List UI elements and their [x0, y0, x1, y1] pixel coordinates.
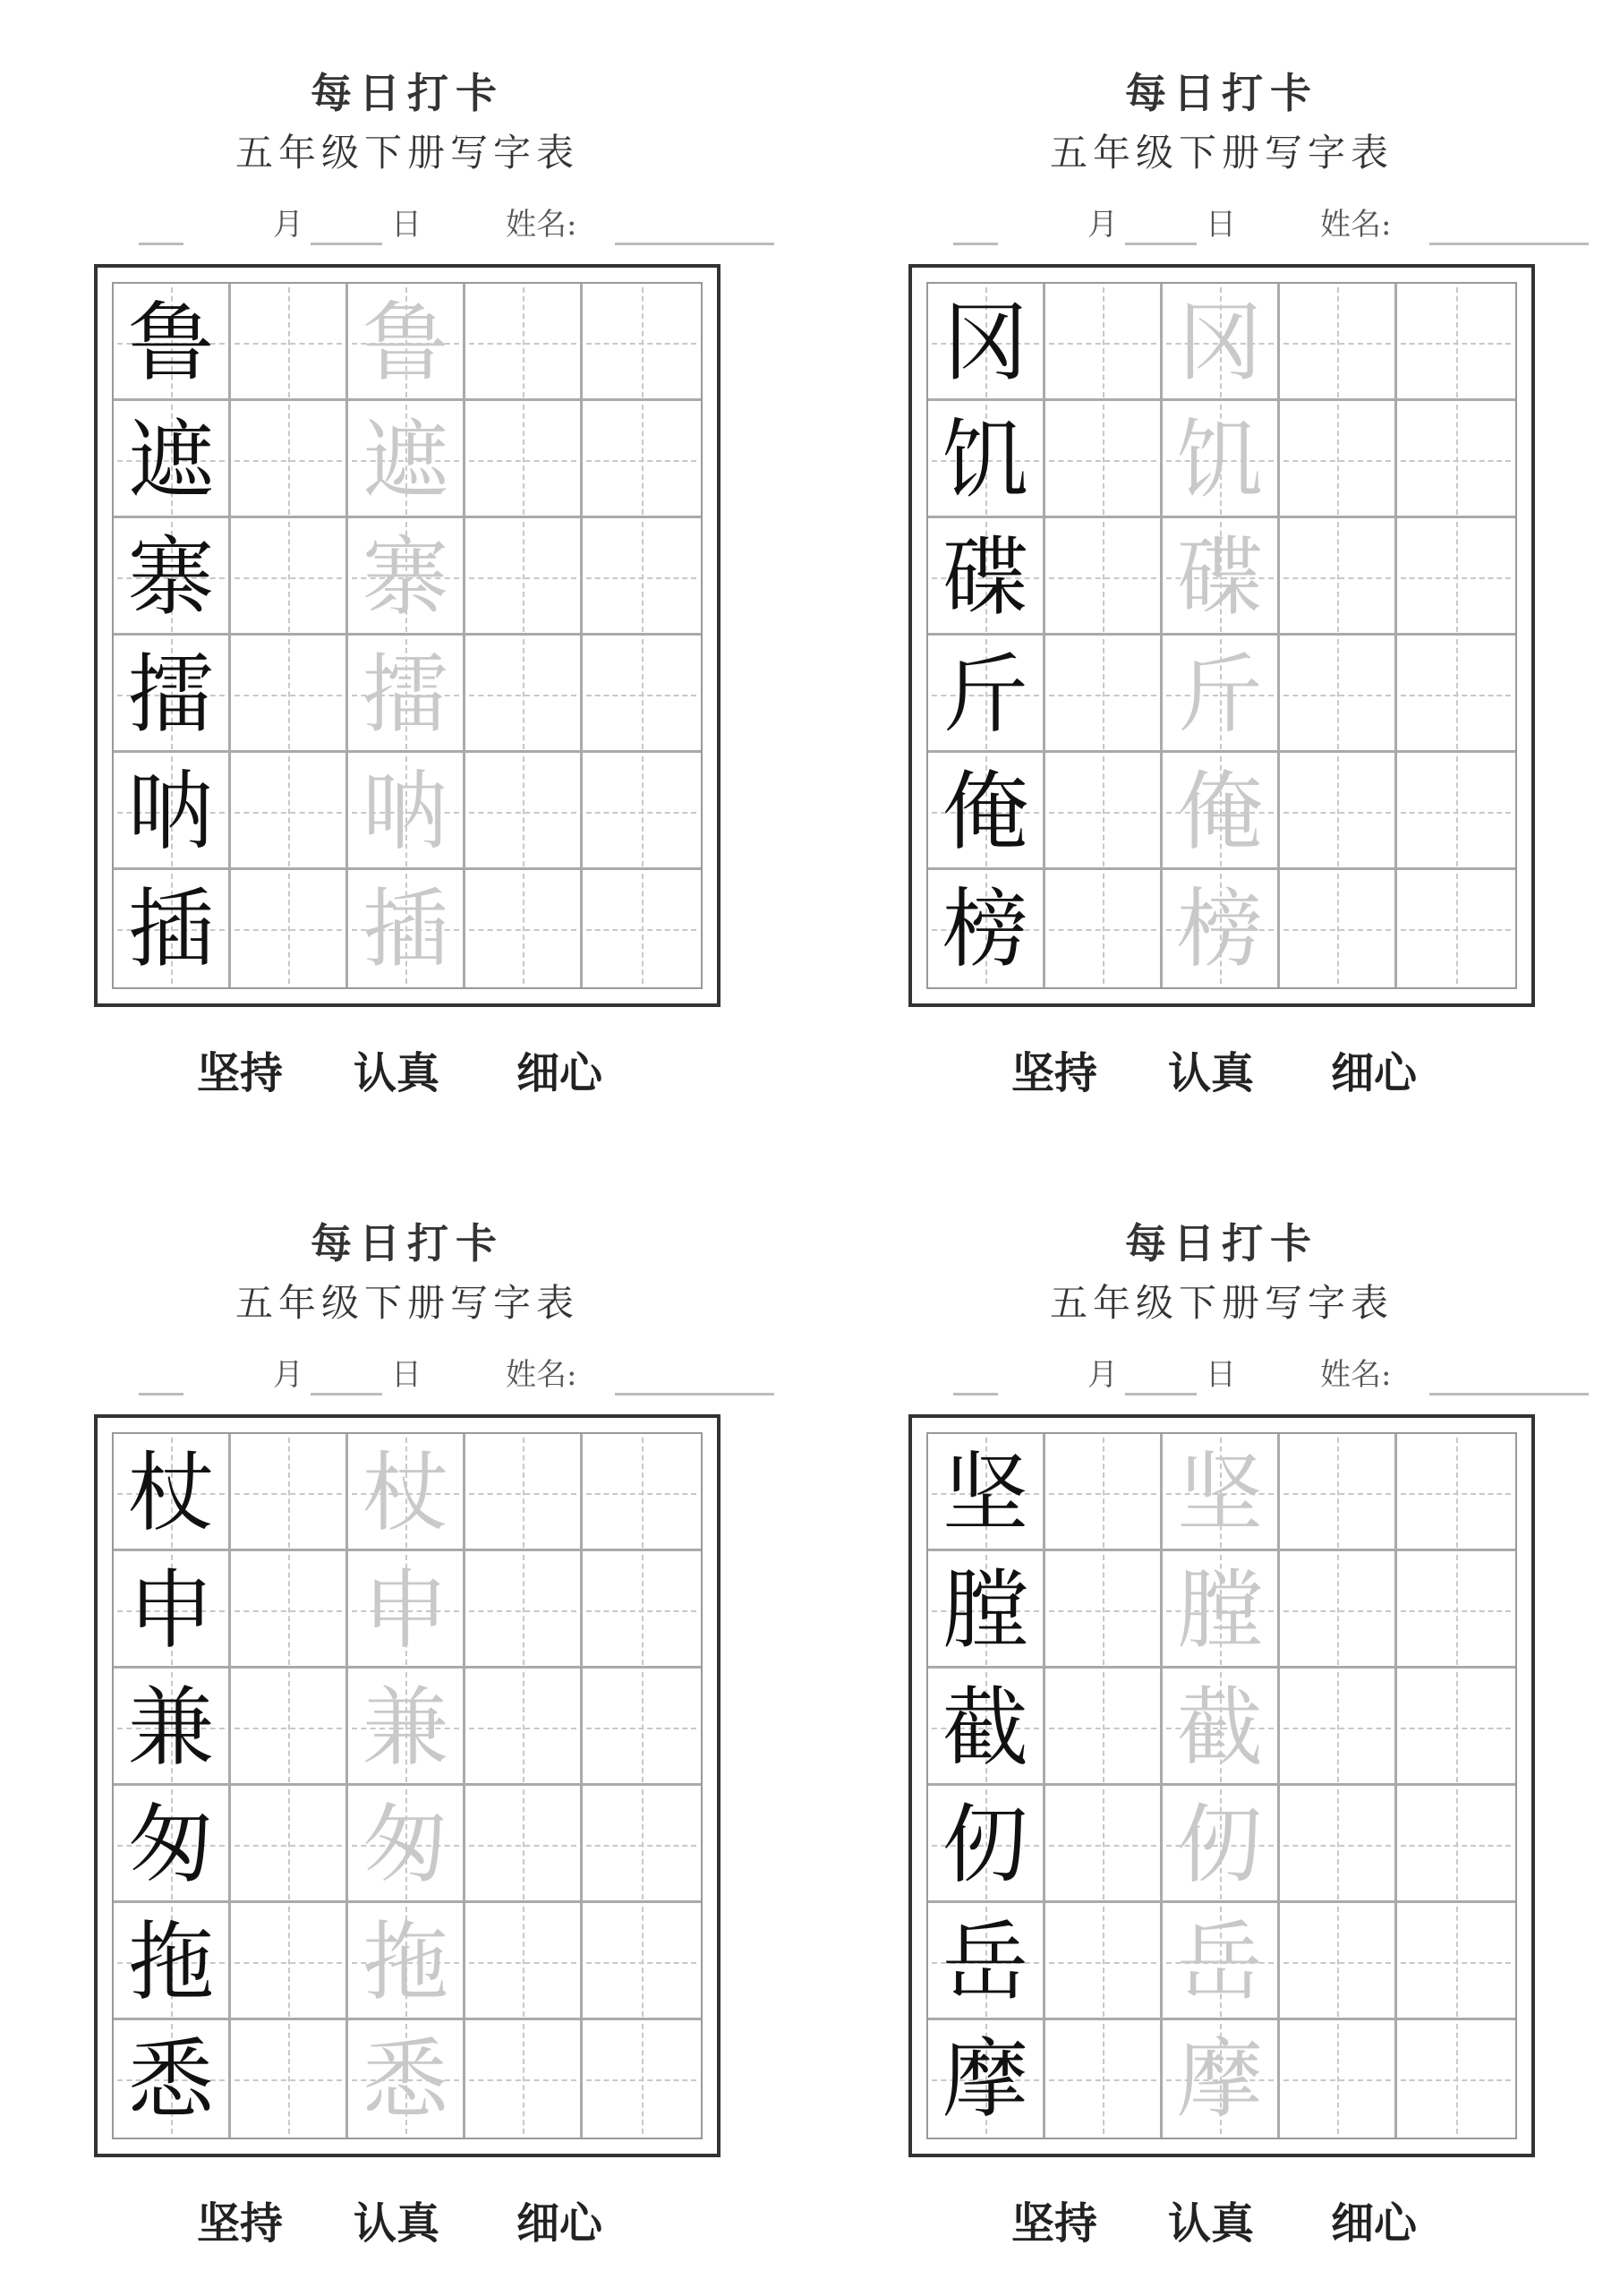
trace-character: 岳	[1177, 1911, 1263, 2012]
trace-character: 斤	[1177, 644, 1263, 745]
grid-row	[928, 1669, 1515, 1786]
model-character: 岳	[942, 1911, 1028, 2012]
trace-cell[interactable]	[1163, 636, 1280, 753]
practice-cell[interactable]	[231, 753, 348, 870]
day-label: 日	[391, 1357, 422, 1393]
month-label: 月	[1087, 1357, 1118, 1393]
trace-character: 冈	[1177, 292, 1263, 393]
model-cell[interactable]	[114, 518, 231, 636]
practice-cell[interactable]	[1397, 1669, 1514, 1786]
practice-cell[interactable]	[231, 1434, 348, 1551]
model-cell[interactable]	[928, 753, 1045, 870]
writing-grid	[908, 1414, 1535, 2157]
practice-cell[interactable]	[1280, 870, 1397, 987]
model-character: 截	[942, 1677, 1028, 1778]
trace-character: 坚	[1177, 1442, 1263, 1543]
trace-cell[interactable]	[348, 636, 465, 753]
name-label: 姓名:	[1320, 1357, 1392, 1393]
month-blank[interactable]	[139, 243, 183, 245]
model-character: 仞	[942, 1794, 1028, 1895]
trace-cell[interactable]	[1163, 1903, 1280, 2020]
practice-cell[interactable]	[465, 1903, 583, 2020]
model-cell[interactable]	[114, 870, 231, 987]
card-title: 每日打卡	[1125, 69, 1318, 117]
trace-cell[interactable]	[1163, 1434, 1280, 1551]
trace-cell[interactable]	[348, 1903, 465, 2020]
trace-cell[interactable]	[348, 1434, 465, 1551]
practice-cell[interactable]	[1280, 1903, 1397, 2020]
trace-character: 膛	[1177, 1559, 1263, 1660]
trace-character: 仞	[1177, 1794, 1263, 1895]
day-blank[interactable]	[311, 243, 382, 245]
model-cell[interactable]	[114, 1786, 231, 1903]
trace-character: 申	[362, 1559, 448, 1660]
practice-cell[interactable]	[1045, 518, 1163, 636]
trace-character: 匆	[362, 1794, 448, 1895]
card-title: 每日打卡	[311, 69, 504, 117]
motto-word: 细心	[1331, 1048, 1418, 1098]
motto-word: 坚持	[197, 1048, 284, 1098]
trace-cell[interactable]	[1163, 518, 1280, 636]
motto-word: 认真	[1168, 2198, 1255, 2249]
grid-row	[114, 1551, 701, 1669]
motto-word: 细心	[1331, 2198, 1418, 2249]
date-name-line	[139, 208, 720, 251]
practice-cell[interactable]	[1045, 1551, 1163, 1669]
trace-character: 悉	[362, 2028, 448, 2130]
practice-cell[interactable]	[583, 870, 700, 987]
trace-character: 截	[1177, 1677, 1263, 1778]
day-blank[interactable]	[311, 1393, 382, 1396]
practice-cell[interactable]	[1045, 1434, 1163, 1551]
trace-cell[interactable]	[1163, 1551, 1280, 1669]
trace-character: 摩	[1177, 2028, 1263, 2130]
practice-cell[interactable]	[231, 401, 348, 518]
practice-cell[interactable]	[231, 1786, 348, 1903]
day-blank[interactable]	[1125, 1393, 1197, 1396]
practice-cell[interactable]	[583, 1786, 700, 1903]
practice-cell[interactable]	[1397, 636, 1514, 753]
model-character: 坚	[942, 1442, 1028, 1543]
model-cell[interactable]	[928, 1903, 1045, 2020]
practice-cell[interactable]	[465, 1669, 583, 1786]
grid-row	[928, 1434, 1515, 1551]
motto-word: 认真	[354, 2198, 440, 2249]
practice-cell[interactable]	[1045, 1786, 1163, 1903]
trace-cell[interactable]	[348, 753, 465, 870]
card-subtitle: 五年级下册写字表	[234, 1281, 579, 1325]
model-cell[interactable]	[114, 753, 231, 870]
model-character: 饥	[942, 409, 1028, 510]
model-character: 寨	[128, 526, 214, 627]
motto-word: 坚持	[1011, 2198, 1098, 2249]
practice-cell[interactable]	[1045, 1669, 1163, 1786]
trace-cell[interactable]	[348, 1669, 465, 1786]
grid-row	[928, 636, 1515, 753]
trace-cell[interactable]	[348, 1551, 465, 1669]
model-cell[interactable]	[928, 1669, 1045, 1786]
practice-cell[interactable]	[1280, 401, 1397, 518]
card-subtitle: 五年级下册写字表	[1049, 131, 1394, 175]
grid-row	[928, 401, 1515, 518]
practice-cell[interactable]	[465, 1551, 583, 1669]
practice-cell[interactable]	[1397, 518, 1514, 636]
model-character: 俺	[942, 761, 1028, 862]
worksheet-card-1	[85, 0, 729, 1146]
grid-row	[114, 1903, 701, 2020]
trace-cell[interactable]	[1163, 1786, 1280, 1903]
card-subtitle: 五年级下册写字表	[1049, 1281, 1394, 1325]
name-label: 姓名:	[1320, 207, 1392, 243]
trace-cell[interactable]	[348, 284, 465, 401]
practice-cell[interactable]	[1397, 753, 1514, 870]
practice-cell[interactable]	[1280, 518, 1397, 636]
grid-row	[114, 1669, 701, 1786]
model-cell[interactable]	[928, 2020, 1045, 2138]
day-label: 日	[391, 207, 422, 243]
date-name-line	[139, 1358, 720, 1401]
day-label: 日	[1206, 207, 1236, 243]
motto-word: 坚持	[1011, 1048, 1098, 1098]
name-blank[interactable]	[1429, 1393, 1589, 1396]
date-name-line	[953, 208, 1535, 251]
model-character: 悉	[128, 2028, 214, 2130]
trace-character: 俺	[1177, 761, 1263, 862]
month-label: 月	[273, 207, 303, 243]
month-blank[interactable]	[139, 1393, 183, 1396]
worksheet-card-2	[900, 0, 1544, 1146]
practice-cell[interactable]	[583, 401, 700, 518]
card-subtitle: 五年级下册写字表	[234, 131, 579, 175]
practice-cell[interactable]	[583, 753, 700, 870]
month-blank[interactable]	[953, 1393, 998, 1396]
practice-cell[interactable]	[1045, 636, 1163, 753]
model-character: 斤	[942, 644, 1028, 745]
practice-cell[interactable]	[1397, 284, 1514, 401]
practice-cell[interactable]	[465, 2020, 583, 2138]
practice-cell[interactable]	[231, 636, 348, 753]
grid-row	[114, 401, 701, 518]
model-character: 杖	[128, 1442, 214, 1543]
practice-cell[interactable]	[583, 1669, 700, 1786]
trace-character: 鲁	[362, 292, 448, 393]
practice-cell[interactable]	[465, 518, 583, 636]
trace-character: 插	[362, 878, 448, 979]
worksheet-card-3	[85, 1150, 729, 2296]
name-label: 姓名:	[506, 207, 577, 243]
model-cell[interactable]	[928, 870, 1045, 987]
practice-cell[interactable]	[1280, 284, 1397, 401]
name-blank[interactable]	[1429, 243, 1589, 245]
grid-row	[928, 1903, 1515, 2020]
month-blank[interactable]	[953, 243, 998, 245]
practice-cell[interactable]	[583, 636, 700, 753]
day-blank[interactable]	[1125, 243, 1197, 245]
trace-cell[interactable]	[1163, 753, 1280, 870]
model-cell[interactable]	[114, 2020, 231, 2138]
motto-word: 认真	[354, 1048, 440, 1098]
trace-character: 杖	[362, 1442, 448, 1543]
trace-character: 碟	[1177, 526, 1263, 627]
writing-grid	[908, 264, 1535, 1007]
model-character: 匆	[128, 1794, 214, 1895]
practice-cell[interactable]	[465, 401, 583, 518]
trace-cell[interactable]	[348, 401, 465, 518]
motto-word: 坚持	[197, 2198, 284, 2249]
practice-cell[interactable]	[1280, 636, 1397, 753]
practice-cell[interactable]	[1280, 1669, 1397, 1786]
trace-character: 遮	[362, 409, 448, 510]
motto-word: 细心	[516, 1048, 603, 1098]
card-title: 每日打卡	[1125, 1219, 1318, 1267]
model-character: 冈	[942, 292, 1028, 393]
model-character: 拖	[128, 1911, 214, 2012]
practice-cell[interactable]	[231, 2020, 348, 2138]
grid-row	[114, 753, 701, 870]
model-cell[interactable]	[928, 401, 1045, 518]
model-character: 呐	[128, 761, 214, 862]
practice-cell[interactable]	[465, 284, 583, 401]
model-character: 擂	[128, 644, 214, 745]
model-cell[interactable]	[114, 1669, 231, 1786]
model-cell[interactable]	[928, 1786, 1045, 1903]
grid-row	[114, 2020, 701, 2138]
writing-grid	[94, 1414, 720, 2157]
month-label: 月	[1087, 207, 1118, 243]
trace-character: 擂	[362, 644, 448, 745]
practice-cell[interactable]	[465, 1434, 583, 1551]
grid-row	[114, 870, 701, 987]
trace-cell[interactable]	[1163, 1669, 1280, 1786]
model-cell[interactable]	[114, 1903, 231, 2020]
name-blank[interactable]	[615, 1393, 774, 1396]
card-title: 每日打卡	[311, 1219, 504, 1267]
practice-cell[interactable]	[465, 636, 583, 753]
practice-cell[interactable]	[1280, 1434, 1397, 1551]
writing-grid	[94, 264, 720, 1007]
trace-character: 榜	[1177, 878, 1263, 979]
trace-cell[interactable]	[348, 518, 465, 636]
grid-row	[114, 284, 701, 401]
model-cell[interactable]	[114, 636, 231, 753]
model-cell[interactable]	[928, 284, 1045, 401]
practice-cell[interactable]	[231, 518, 348, 636]
motto-word: 细心	[516, 2198, 603, 2249]
practice-cell[interactable]	[1280, 2020, 1397, 2138]
trace-character: 饥	[1177, 409, 1263, 510]
practice-cell[interactable]	[465, 870, 583, 987]
practice-cell[interactable]	[1397, 1434, 1514, 1551]
trace-cell[interactable]	[1163, 284, 1280, 401]
grid-row	[114, 1786, 701, 1903]
practice-cell[interactable]	[1280, 753, 1397, 870]
trace-cell[interactable]	[1163, 2020, 1280, 2138]
practice-cell[interactable]	[583, 2020, 700, 2138]
grid-row	[114, 518, 701, 636]
practice-cell[interactable]	[231, 870, 348, 987]
model-cell[interactable]	[928, 518, 1045, 636]
grid-row	[114, 636, 701, 753]
grid-row	[928, 518, 1515, 636]
name-label: 姓名:	[506, 1357, 577, 1393]
grid-row	[114, 1434, 701, 1551]
date-name-line	[953, 1358, 1535, 1401]
model-character: 膛	[942, 1559, 1028, 1660]
practice-cell[interactable]	[583, 1434, 700, 1551]
day-label: 日	[1206, 1357, 1236, 1393]
model-character: 遮	[128, 409, 214, 510]
grid-row	[928, 2020, 1515, 2138]
grid-row	[928, 284, 1515, 401]
grid-row	[928, 1551, 1515, 1669]
practice-cell[interactable]	[1045, 753, 1163, 870]
practice-cell[interactable]	[1045, 870, 1163, 987]
practice-cell[interactable]	[1045, 1903, 1163, 2020]
practice-cell[interactable]	[231, 1551, 348, 1669]
model-character: 摩	[942, 2028, 1028, 2130]
practice-cell[interactable]	[1397, 870, 1514, 987]
trace-cell[interactable]	[348, 870, 465, 987]
practice-cell[interactable]	[1280, 1786, 1397, 1903]
trace-character: 兼	[362, 1677, 448, 1778]
trace-character: 寨	[362, 526, 448, 627]
motto-word: 认真	[1168, 1048, 1255, 1098]
trace-character: 呐	[362, 761, 448, 862]
month-label: 月	[273, 1357, 303, 1393]
practice-cell[interactable]	[1397, 1551, 1514, 1669]
practice-cell[interactable]	[465, 753, 583, 870]
practice-cell[interactable]	[1280, 1551, 1397, 1669]
practice-cell[interactable]	[583, 1903, 700, 2020]
model-cell[interactable]	[928, 1551, 1045, 1669]
model-cell[interactable]	[114, 1551, 231, 1669]
model-character: 插	[128, 878, 214, 979]
model-cell[interactable]	[114, 1434, 231, 1551]
model-cell[interactable]	[928, 636, 1045, 753]
trace-cell[interactable]	[348, 1786, 465, 1903]
practice-cell[interactable]	[231, 1669, 348, 1786]
practice-cell[interactable]	[1397, 1903, 1514, 2020]
practice-cell[interactable]	[231, 1903, 348, 2020]
model-cell[interactable]	[928, 1434, 1045, 1551]
model-character: 榜	[942, 878, 1028, 979]
model-character: 申	[128, 1559, 214, 1660]
practice-cell[interactable]	[1045, 284, 1163, 401]
grid-row	[928, 1786, 1515, 1903]
trace-cell[interactable]	[348, 2020, 465, 2138]
practice-cell[interactable]	[1397, 1786, 1514, 1903]
practice-cell[interactable]	[583, 1551, 700, 1669]
model-character: 兼	[128, 1677, 214, 1778]
practice-cell[interactable]	[231, 284, 348, 401]
practice-cell[interactable]	[583, 518, 700, 636]
practice-cell[interactable]	[1397, 401, 1514, 518]
model-character: 碟	[942, 526, 1028, 627]
model-character: 鲁	[128, 292, 214, 393]
worksheet-card-4	[900, 1150, 1544, 2296]
trace-cell[interactable]	[1163, 870, 1280, 987]
trace-character: 拖	[362, 1911, 448, 2012]
name-blank[interactable]	[615, 243, 774, 245]
grid-row	[928, 870, 1515, 987]
grid-row	[928, 753, 1515, 870]
trace-cell[interactable]	[1163, 401, 1280, 518]
practice-cell[interactable]	[1045, 401, 1163, 518]
practice-cell[interactable]	[1397, 2020, 1514, 2138]
model-cell[interactable]	[114, 284, 231, 401]
model-cell[interactable]	[114, 401, 231, 518]
practice-cell[interactable]	[583, 284, 700, 401]
practice-cell[interactable]	[1045, 2020, 1163, 2138]
practice-cell[interactable]	[465, 1786, 583, 1903]
